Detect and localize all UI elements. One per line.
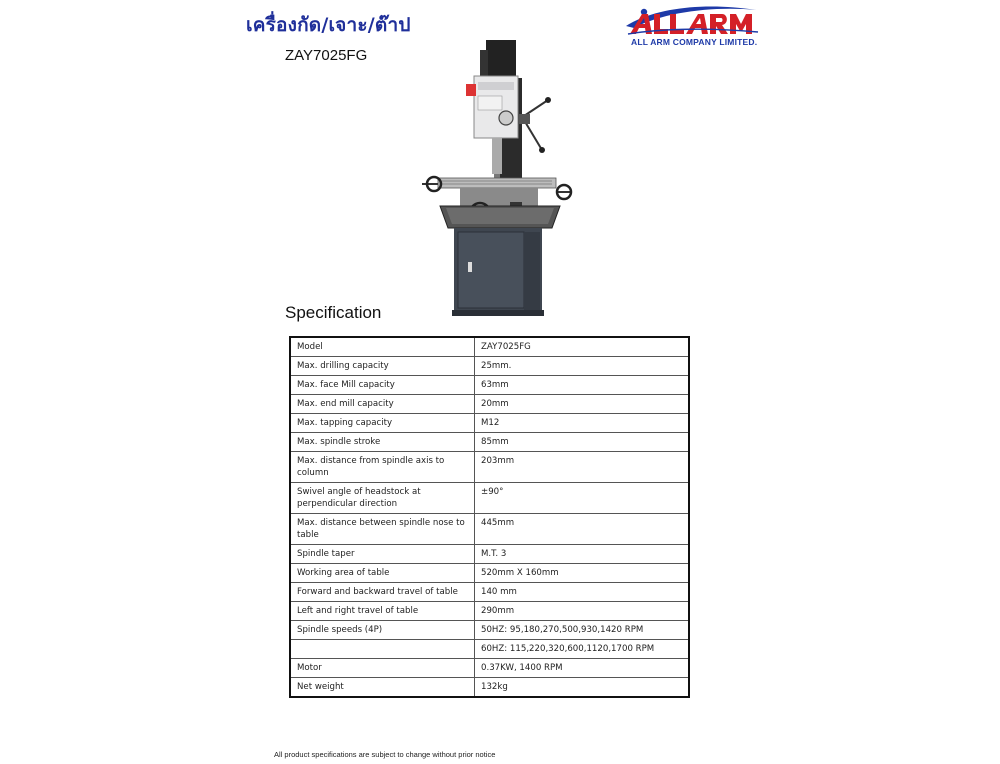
spec-label <box>290 640 475 659</box>
table-row <box>290 395 689 414</box>
table-row <box>290 659 689 678</box>
table-row <box>290 337 689 357</box>
table-row <box>290 602 689 621</box>
spec-value: M12 <box>475 414 690 433</box>
table-row <box>290 376 689 395</box>
spec-value: 140 mm <box>475 583 690 602</box>
spec-value: 203mm <box>475 452 690 483</box>
table-row <box>290 678 689 698</box>
company-name: ALL ARM COMPANY LIMITED. <box>631 37 758 47</box>
spec-label: Swivel angle of headstock at perpendicular direction <box>290 483 475 514</box>
table-row <box>290 483 689 514</box>
spec-label: Max. distance from spindle axis to column <box>290 452 475 483</box>
spec-value: ±90° <box>475 483 690 514</box>
spec-label: Max. tapping capacity <box>290 414 475 433</box>
table-row <box>290 621 689 640</box>
spec-label: Max. face Mill capacity <box>290 376 475 395</box>
table-row <box>290 433 689 452</box>
disclaimer-footnote: All product specifications are subject to change without prior notice <box>274 750 496 759</box>
spec-value: 290mm <box>475 602 690 621</box>
table-row <box>290 564 689 583</box>
spec-value: 520mm X 160mm <box>475 564 690 583</box>
spec-label: Spindle taper <box>290 545 475 564</box>
spec-value: 63mm <box>475 376 690 395</box>
spec-label: Forward and backward travel of table <box>290 583 475 602</box>
spec-value: M.T. 3 <box>475 545 690 564</box>
model-heading: ZAY7025FG <box>285 47 368 64</box>
spec-value: 85mm <box>475 433 690 452</box>
spec-label: Model <box>290 337 475 357</box>
table-row <box>290 357 689 376</box>
spec-label: Motor <box>290 659 475 678</box>
specification-heading: Specification <box>285 303 382 322</box>
table-row <box>290 414 689 433</box>
table-row <box>290 514 689 545</box>
milling-drilling-machine-illustration <box>414 38 580 318</box>
spec-value: 445mm <box>475 514 690 545</box>
spec-label: Net weight <box>290 678 475 698</box>
table-row <box>290 583 689 602</box>
spec-label: Left and right travel of table <box>290 602 475 621</box>
specification-table <box>289 336 690 698</box>
spec-value: ZAY7025FG <box>475 337 690 357</box>
spec-value: 50HZ: 95,180,270,500,930,1420 RPM <box>475 621 690 640</box>
spec-value: 25mm. <box>475 357 690 376</box>
spec-value: 60HZ: 115,220,320,600,1120,1700 RPM <box>475 640 690 659</box>
spec-label: Working area of table <box>290 564 475 583</box>
spec-value: 0.37KW, 1400 RPM <box>475 659 690 678</box>
spec-label: Max. drilling capacity <box>290 357 475 376</box>
spec-label: Max. spindle stroke <box>290 433 475 452</box>
spec-value: 132kg <box>475 678 690 698</box>
product-title-thai: เครื่องกัด/เจาะ/ต๊าป <box>246 14 411 36</box>
table-row <box>290 452 689 483</box>
spec-label: Spindle speeds (4P) <box>290 621 475 640</box>
table-row <box>290 545 689 564</box>
spec-label: Max. end mill capacity <box>290 395 475 414</box>
spec-label: Max. distance between spindle nose to table <box>290 514 475 545</box>
spec-value: 20mm <box>475 395 690 414</box>
table-row <box>290 640 689 659</box>
